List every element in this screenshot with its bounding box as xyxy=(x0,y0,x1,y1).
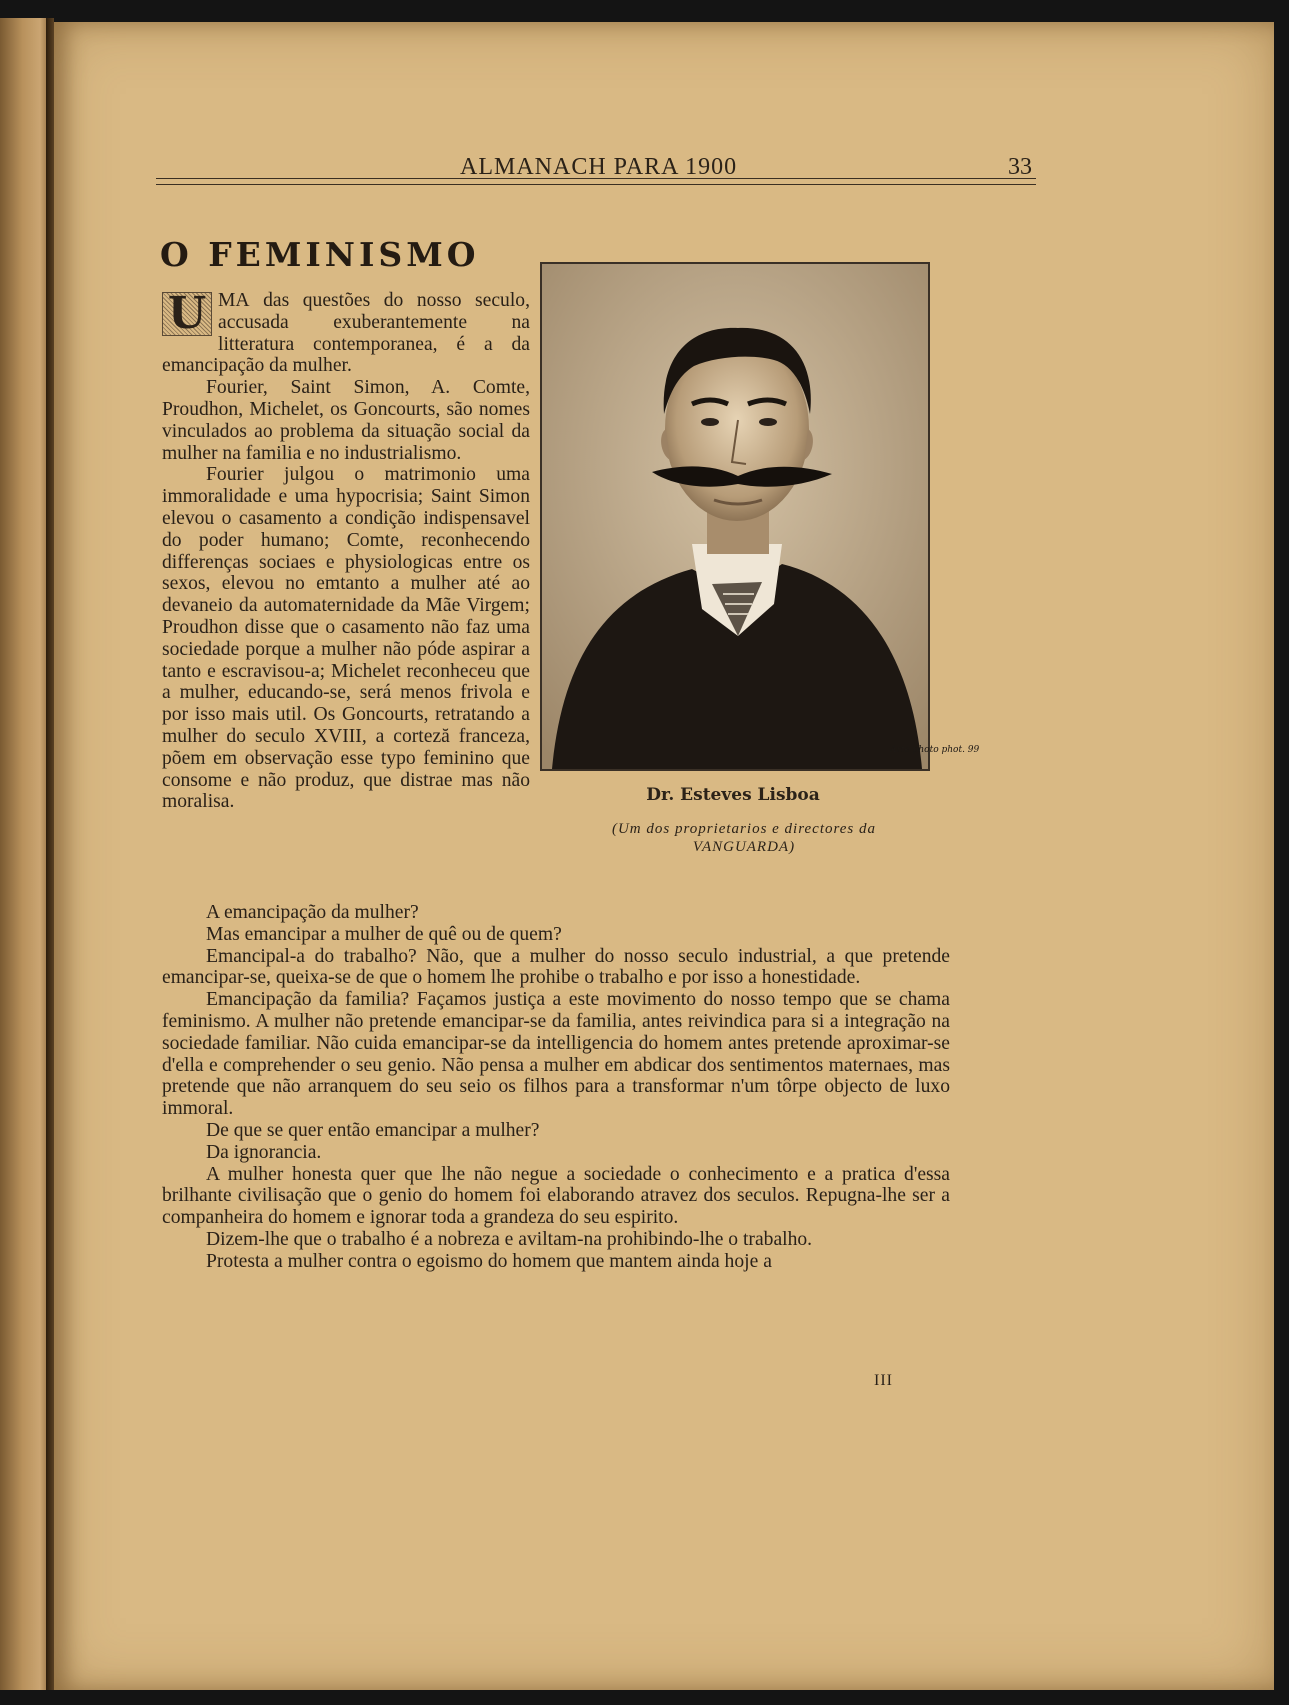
photographer-mark: Arte photo phot. 99 xyxy=(890,745,980,755)
page-number: 33 xyxy=(1008,154,1032,180)
photo-caption-note: (Um dos proprietarios e directores da VANGUARDA) xyxy=(611,821,877,855)
portrait-photo xyxy=(540,262,930,771)
body-paragraph: A emancipação da mulher? xyxy=(206,902,419,923)
body-paragraph: Protesta a mulher contra o egoismo do homem que mantem ainda hoje a xyxy=(206,1250,772,1272)
drop-cap: U xyxy=(162,292,212,336)
header-rule xyxy=(156,178,1036,179)
body-paragraph: Dizem-lhe que o trabalho é a nobreza e aviltam-na prohibindo-lhe o trabalho. xyxy=(206,1228,813,1250)
body-paragraph: De que se quer então emancipar a mulher? xyxy=(206,1119,540,1141)
photo-caption-name: Dr. Esteves Lisboa xyxy=(646,785,820,805)
body-paragraph: Mas emancipar a mulher de quê ou de quem? xyxy=(206,923,562,945)
previous-page-edge xyxy=(0,18,50,1690)
opening-text: das questões do nosso seculo, accusada exuberantemente na litteratura contemporanea, é a da emancipação da mulher. xyxy=(162,290,530,377)
opening-word: MA xyxy=(218,290,250,311)
left-column-text xyxy=(162,290,530,813)
column-paragraph: Fourier julgou o matrimonio uma immoralidade e uma hypocrisia; Saint Simon elevou o casamento a condição indispensavel do poder humano; Comte, reconhecendo differenças sociaes e physiologicas entre os sexos, elevou no emtanto a mulher até ao devaneio da automaternidade da Mãe Virgem; Proudhon disse que o casamento não faz uma sociedade porque a mulher não póde aspirar a tanto e escravisou-a; Michelet reconheceu que a mulher, educando-se, será menos frivola e por isso mais util. Os Goncourts, retratando a mulher do seculo XVIII, a corteză franceza, põem em observação esse typo feminino que consome e não produz, que distrae mas não moralisa. xyxy=(162,464,530,813)
portrait-illustration xyxy=(542,264,928,769)
article-title: O FEMINISMO xyxy=(160,235,480,274)
signature-mark: III xyxy=(874,1372,893,1389)
opening-paragraph xyxy=(162,290,530,377)
full-width-text xyxy=(162,902,950,1273)
body-paragraph: Emancipal-a do trabalho? Não, que a mulher do nosso seculo industrial, a que pretende emancipar-se, queixa-se de que o homem lhe prohibe o trabalho e por isso a honestidade. xyxy=(162,945,950,989)
running-title: ALMANACH PARA 1900 xyxy=(460,154,738,180)
body-paragraph: Da ignorancia. xyxy=(206,1141,322,1163)
book-gutter xyxy=(46,18,54,1690)
body-paragraph: A mulher honesta quer que lhe não negue a sociedade o conhecimento e a pratica d'essa brilhante civilisação que o genio do homem foi elaborando atravez dos seculos. Repugna-lhe ser a companheira do homem e ignorar toda a grandeza do seu espirito. xyxy=(162,1163,950,1229)
header-rule-thin xyxy=(156,184,1036,185)
column-paragraph: Fourier, Saint Simon, A. Comte, Proudhon, Michelet, os Goncourts, são nomes vinculados ao problema da situação social da mulher na familia e no industrialismo. xyxy=(162,377,530,464)
body-paragraph: Emancipação da familia? Façamos justiça a este movimento do nosso tempo que se chama feminismo. A mulher não pretende emancipar-se da familia, antes reivindica para si a integração na sociedade familiar. Não cuida emancipar-se da intelligencia do homem antes pretende aproximar-se d'ella e comprehender o seu genio. Não pensa a mulher em abdicar dos sentimentos maternaes, mas pretende que não arranquem do seu seio os filhos para a transformar n'um tôrpe objecto de luxo immoral. xyxy=(162,989,950,1120)
